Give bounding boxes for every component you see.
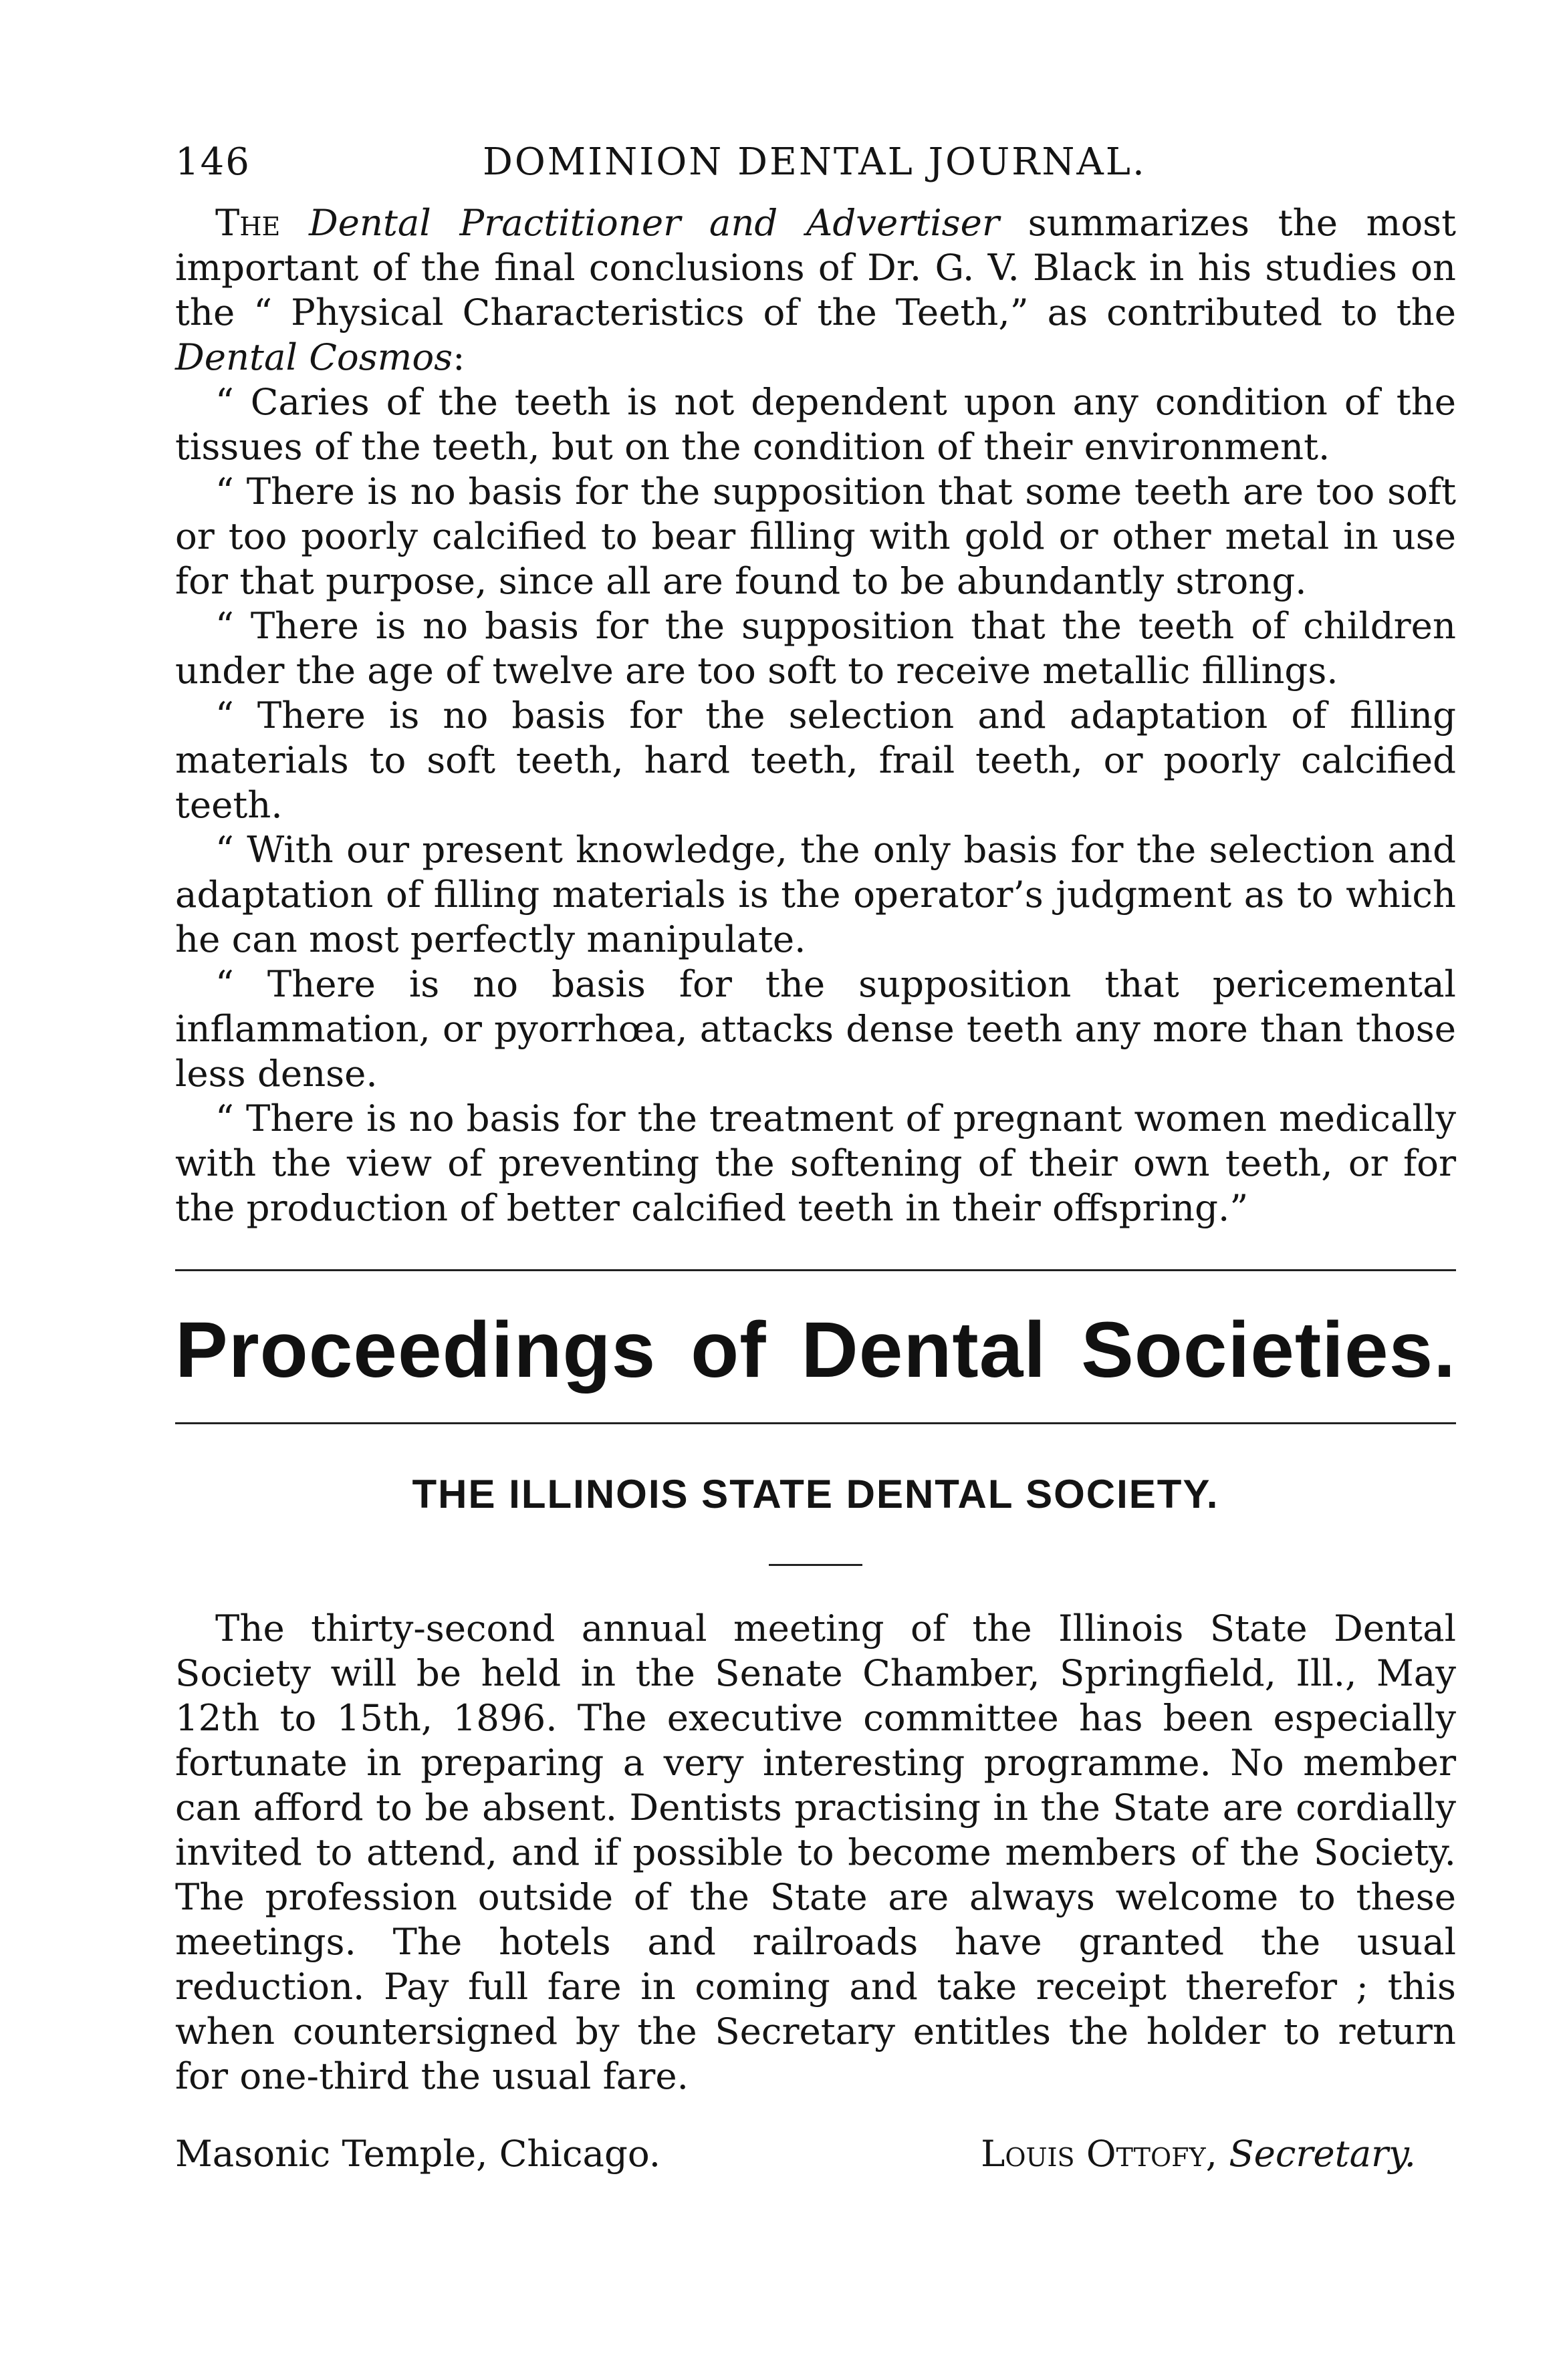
section-heading (175, 1305, 1456, 1396)
page-number: 146 (175, 140, 251, 184)
society-body (175, 1606, 1456, 2099)
section-heading-word: Dental (801, 1306, 1047, 1394)
quote-paragraph: “ There is no basis for the treatment of pregnant women medically with the view of preventing the softening of their own teeth, or for the production of better calcified teeth in their offspring.” (175, 1097, 1456, 1229)
journal-page (175, 134, 1456, 2175)
page-header (175, 134, 1456, 201)
section-heading-word: Proceedings (175, 1306, 656, 1394)
quote-paragraph: “ Caries of the teeth is not dependent upon any condition of the tissues of the teeth, but on the condition of their environment. (175, 380, 1456, 468)
signature-line (175, 2132, 1456, 2175)
quote-paragraph: “ With our present knowledge, the only basis for the selection and adaptation of filling materials is the operator’s judgment as to which he can most perfectly manipulate. (175, 828, 1456, 960)
intro-text: summarizes the most important of the final conclusions of Dr. G. V. Black in his studies on the “ Physical Characteristics of the Teeth,” as contributed to the (175, 201, 1457, 334)
quote-paragraph: “ There is no basis for the supposition that the teeth of children under the age of twelve are too soft to receive metallic fillings. (175, 604, 1456, 692)
society-paragraph: The thirty-second annual meeting of the Illinois State Dental Society will be held in the Senate Chamber, Springfield, Ill., May 12th to 15th, 1896. The executive committee has been especially fortunate in preparing a very interesting programme. No member can afford to be absent. Dentists practising in the State are cordially invited to attend, and if possible to become members of the Society. The profession outside of the State are always welcome to these meetings. The hotels and railroads have granted the usual reduction. Pay full fare in coming and take receipt therefor ; this when countersigned by the Secretary entitles the holder to return for one-third the usual fare. (175, 1607, 1456, 2097)
section-heading-word: Societies. (1081, 1306, 1456, 1394)
article-body (175, 201, 1456, 1230)
section-rule-bottom (175, 1422, 1456, 1424)
secretary-signature (981, 2132, 1416, 2175)
running-title: DOMINION DENTAL JOURNAL. (483, 140, 1147, 184)
short-divider (769, 1564, 862, 1566)
cosmos-name: Dental Cosmos (175, 336, 453, 378)
society-title: THE ILLINOIS STATE DENTAL SOCIETY. (412, 1472, 1219, 1516)
secretary-name: Louis Ottofy, (981, 2132, 1217, 2175)
secretary-title: Secretary. (1229, 2132, 1416, 2175)
intro-the: The (215, 201, 281, 244)
quote-paragraph: “ There is no basis for the supposition that pericemental inflammation, or pyorrhœa, attacks dense teeth any more than those less dense. (175, 962, 1456, 1095)
intro-colon: : (453, 336, 465, 378)
intro-paragraph (175, 201, 1456, 380)
section-rule-top (175, 1269, 1456, 1271)
meeting-location: Masonic Temple, Chicago. (175, 2132, 661, 2175)
section-heading-word: of (691, 1306, 767, 1394)
quote-paragraph: “ There is no basis for the selection and adaptation of filling materials to soft teeth, hard teeth, frail teeth, or poorly calcified teeth. (175, 694, 1456, 826)
journal-name: Dental Practitioner and Advertiser (308, 201, 999, 244)
quote-paragraph: “ There is no basis for the supposition that some teeth are too soft or too poorly calcified to bear filling with gold or other metal in use for that purpose, since all are found to be abundantly strong. (175, 470, 1456, 602)
